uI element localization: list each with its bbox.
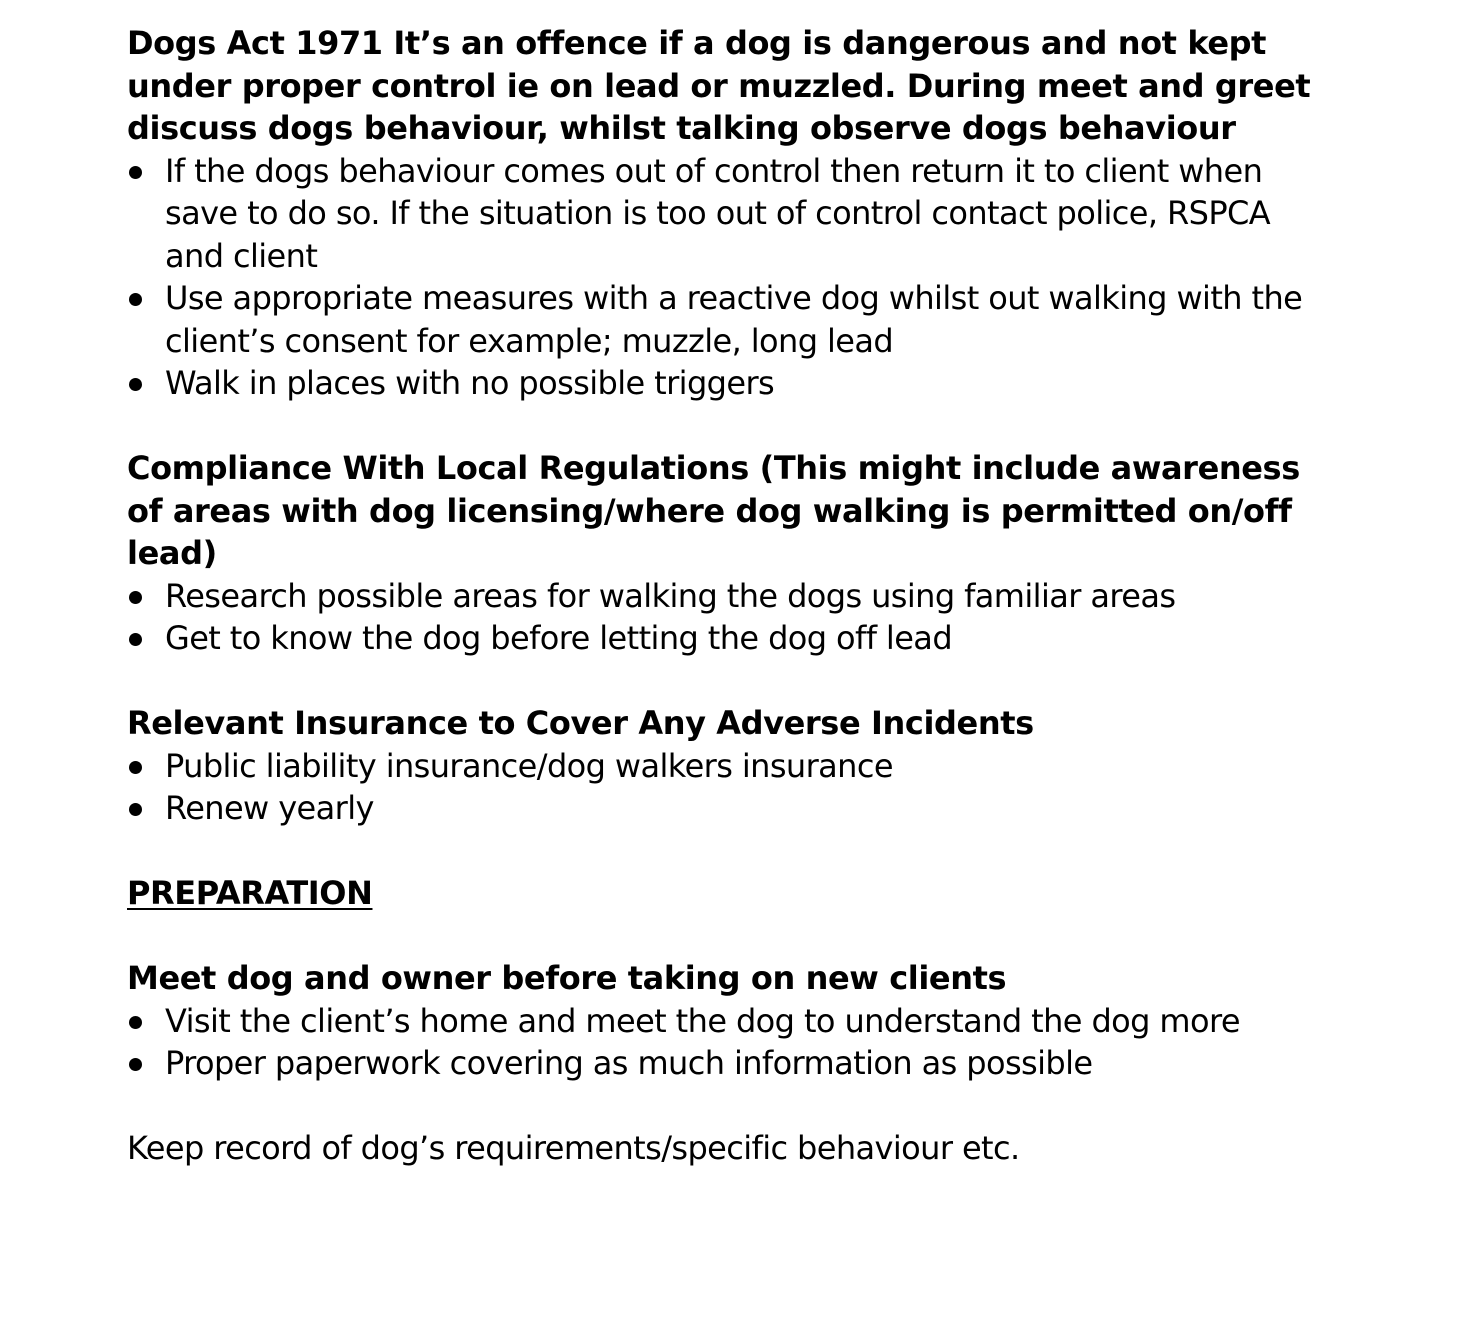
bullet-icon [129,633,142,646]
bullet-icon [129,1058,142,1071]
spacer [127,660,1327,703]
meet-section [127,957,1327,1085]
document-page [127,22,1327,1170]
list-item: Research possible areas for walking the dogs using familiar areas [127,575,1327,618]
spacer [127,830,1327,873]
list-item: Public liability insurance/dog walkers insurance [127,745,1327,788]
bullet-icon [129,293,142,306]
bullet-list [127,575,1327,660]
dogs-act-section [127,22,1327,405]
bullet-list [127,745,1327,830]
spacer [127,915,1327,958]
preparation-title: PREPARATION [127,874,373,912]
bullet-icon [129,1016,142,1029]
list-item: Get to know the dog before letting the dog off lead [127,617,1327,660]
section-heading: Compliance With Local Regulations (This might include awareness of areas with dog licensing/where dog walking is permitted on/off lead) [127,449,1300,572]
bullet-icon [129,591,142,604]
list-item: Renew yearly [127,787,1327,830]
list-item: Visit the client’s home and meet the dog to understand the dog more [127,1000,1327,1043]
insurance-section [127,702,1327,830]
bullet-list [127,150,1327,405]
section-heading: Dogs Act 1971 It’s an offence if a dog is dangerous and not kept under proper control ie on lead or muzzled. During meet and greet discuss dogs behaviour, whilst talking observe dogs behaviour [127,24,1311,147]
list-item: Use appropriate measures with a reactive dog whilst out walking with the client’s consent for example; muzzle, long lead [127,277,1327,362]
list-item: Proper paperwork covering as much information as possible [127,1042,1327,1085]
bullet-list [127,1000,1327,1085]
spacer [127,1085,1327,1128]
list-item: Walk in places with no possible triggers [127,362,1327,405]
bullet-icon [129,803,142,816]
bullet-icon [129,166,142,179]
section-heading: Meet dog and owner before taking on new clients [127,959,1007,997]
section-heading: Relevant Insurance to Cover Any Adverse Incidents [127,704,1034,742]
spacer [127,405,1327,448]
bullet-icon [129,761,142,774]
list-item: If the dogs behaviour comes out of control then return it to client when save to do so. If the situation is too out of control contact police, RSPCA and client [127,150,1327,278]
local-regulations-section [127,447,1327,660]
bullet-icon [129,378,142,391]
footer-note: Keep record of dog’s requirements/specific behaviour etc. [127,1129,1020,1167]
